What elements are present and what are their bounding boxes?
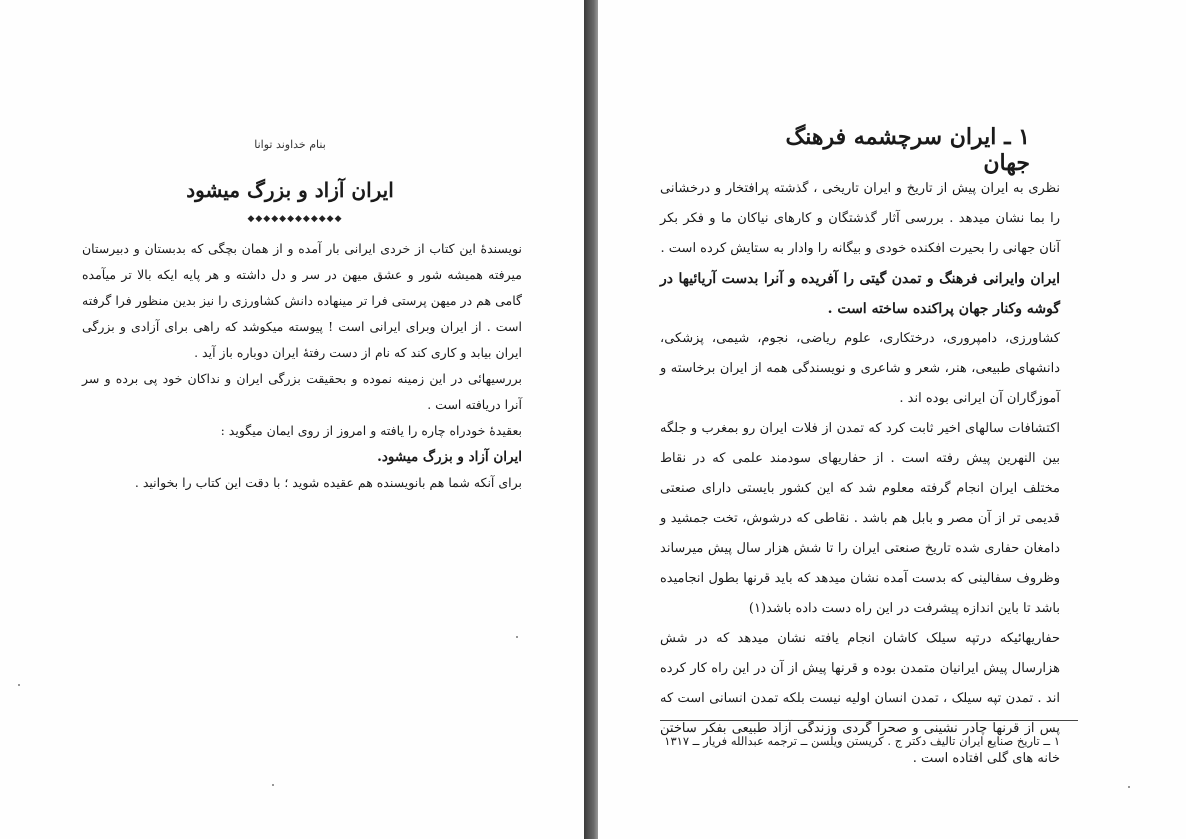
left-paragraph-2: بررسیهائی در این زمینه نموده و بحقیقت بزرگی ایران و نداکان خود پی برده و سر آنرا دریافته است . bbox=[82, 371, 522, 412]
right-page-body bbox=[660, 174, 1060, 774]
left-paragraph-1: نویسندهٔ این کتاب از خردی ایرانی بار آمده و از همان بچگی که بدبستان و دبیرستان میرفته همیشه شور و عشق میهن در سر و دل داشته و هر پایه ایکه بالا تر میآمده گامی هم در میهن پرستی فرا تر مینهاده دانش کشاورزی را نیز بدین منظور فرا گرفته است . از ایران وبرای ایرانی است ! پیوسته میکوشد که راهی برای آزادی و بزرگی ایران بیابد و کاری کند که نام از دست رفتهٔ ایران دوباره باز آید . bbox=[82, 241, 522, 360]
right-paragraph-5: حفاریهائیکه درتپه سیلک کاشان انجام یافته نشان میدهد که در شش هزارسال پیش ایرانیان متمدن بوده و قرنها پیش از آن در این راه کار کرده اند . تمدن تپه سیلک ، تمدن انسان اولیه نیست بلکه تمدن انسانی است که پس از قرنها چادر نشینی و صحرا گردی وزندگی آزاد طبیعی بفکر ساختن خانه های گلی افتاده است . bbox=[660, 631, 1060, 766]
left-paragraph-5: برای آنکه شما هم بانویسنده هم عقیده شوید ؛ با دقت این کتاب را بخوانید . bbox=[134, 475, 522, 490]
scan-speck bbox=[272, 784, 274, 786]
chapter-title: ۱ ـ ایران سرچشمه فرهنگ جهان bbox=[785, 124, 1030, 176]
scan-speck bbox=[516, 636, 518, 638]
right-paragraph-3: کشاورزی، دامپروری، درختکاری، علوم ریاضی، نجوم، شیمی، پزشکی، دانشهای طبیعی، هنر، شعر و شاعری و نویسندگی همه از ایران برخاسته و آموزگاران آن ایرانی بوده اند . bbox=[660, 331, 1060, 406]
book-gutter bbox=[584, 0, 598, 839]
scan-speck bbox=[18, 684, 20, 686]
left-page-body bbox=[82, 236, 522, 496]
title-ornament: ◆◆◆◆◆◆◆◆◆◆◆◆ bbox=[247, 214, 343, 224]
bismillah-heading: بنام خداوند توانا bbox=[254, 138, 326, 151]
left-slogan: ایران آزاد و بزرگ میشود. bbox=[377, 449, 522, 465]
footnote-divider bbox=[660, 720, 1078, 721]
left-page-title: ایران آزاد و بزرگ میشود bbox=[186, 178, 394, 202]
left-paragraph-3: بعقیدهٔ خودراه چاره را یافته و امروز از روی ایمان میگوید : bbox=[220, 423, 522, 438]
scan-speck bbox=[1128, 786, 1130, 788]
right-paragraph-2: ایران وایرانی فرهنگ و تمدن گیتی را آفریده و آنرا بدست آریائیها در گوشه وکنار جهان پراکنده ساخته است . bbox=[660, 271, 1060, 317]
right-paragraph-1: نظری به ایران پیش از تاریخ و ایران تاریخی ، گذشته پرافتخار و درخشانی را بما نشان میدهد . بررسی آثار گذشتگان و کارهای نیاکان ما و فکر بکر آنان جهانی را بحیرت افکنده خودی و بیگانه را وادار به ستایش کرده است . bbox=[660, 181, 1060, 256]
footnote: ۱ ــ تاریخ صنایع ایران تالیف دکتر ج . کریستن ویلسن ــ ترجمه عبدالله فریار ــ ۱۳۱۷ bbox=[664, 734, 1060, 748]
right-paragraph-4: اکتشافات سالهای اخیر ثابت کرد که تمدن از فلات ایران رو بمغرب و جلگه بین النهرین پیش رفته است . از حفاریهای سودمند علمی که در نقاط مختلف ایران انجام گرفته معلوم شد که این کشور بایستی دارای صنعتی قدیمی تر از آن مصر و بابل هم باشد . نقاطی که درشوش، تخت جمشید و دامغان حفاری شده تاریخ صنعتی ایران را تا شش هزار سال پیش میرساند وظروف سفالینی که بدست آمده نشان میدهد که باید قرنها بطول انجامیده باشد تا باین اندازه پیشرفت در این راه دست داده باشد(۱) bbox=[660, 421, 1060, 616]
